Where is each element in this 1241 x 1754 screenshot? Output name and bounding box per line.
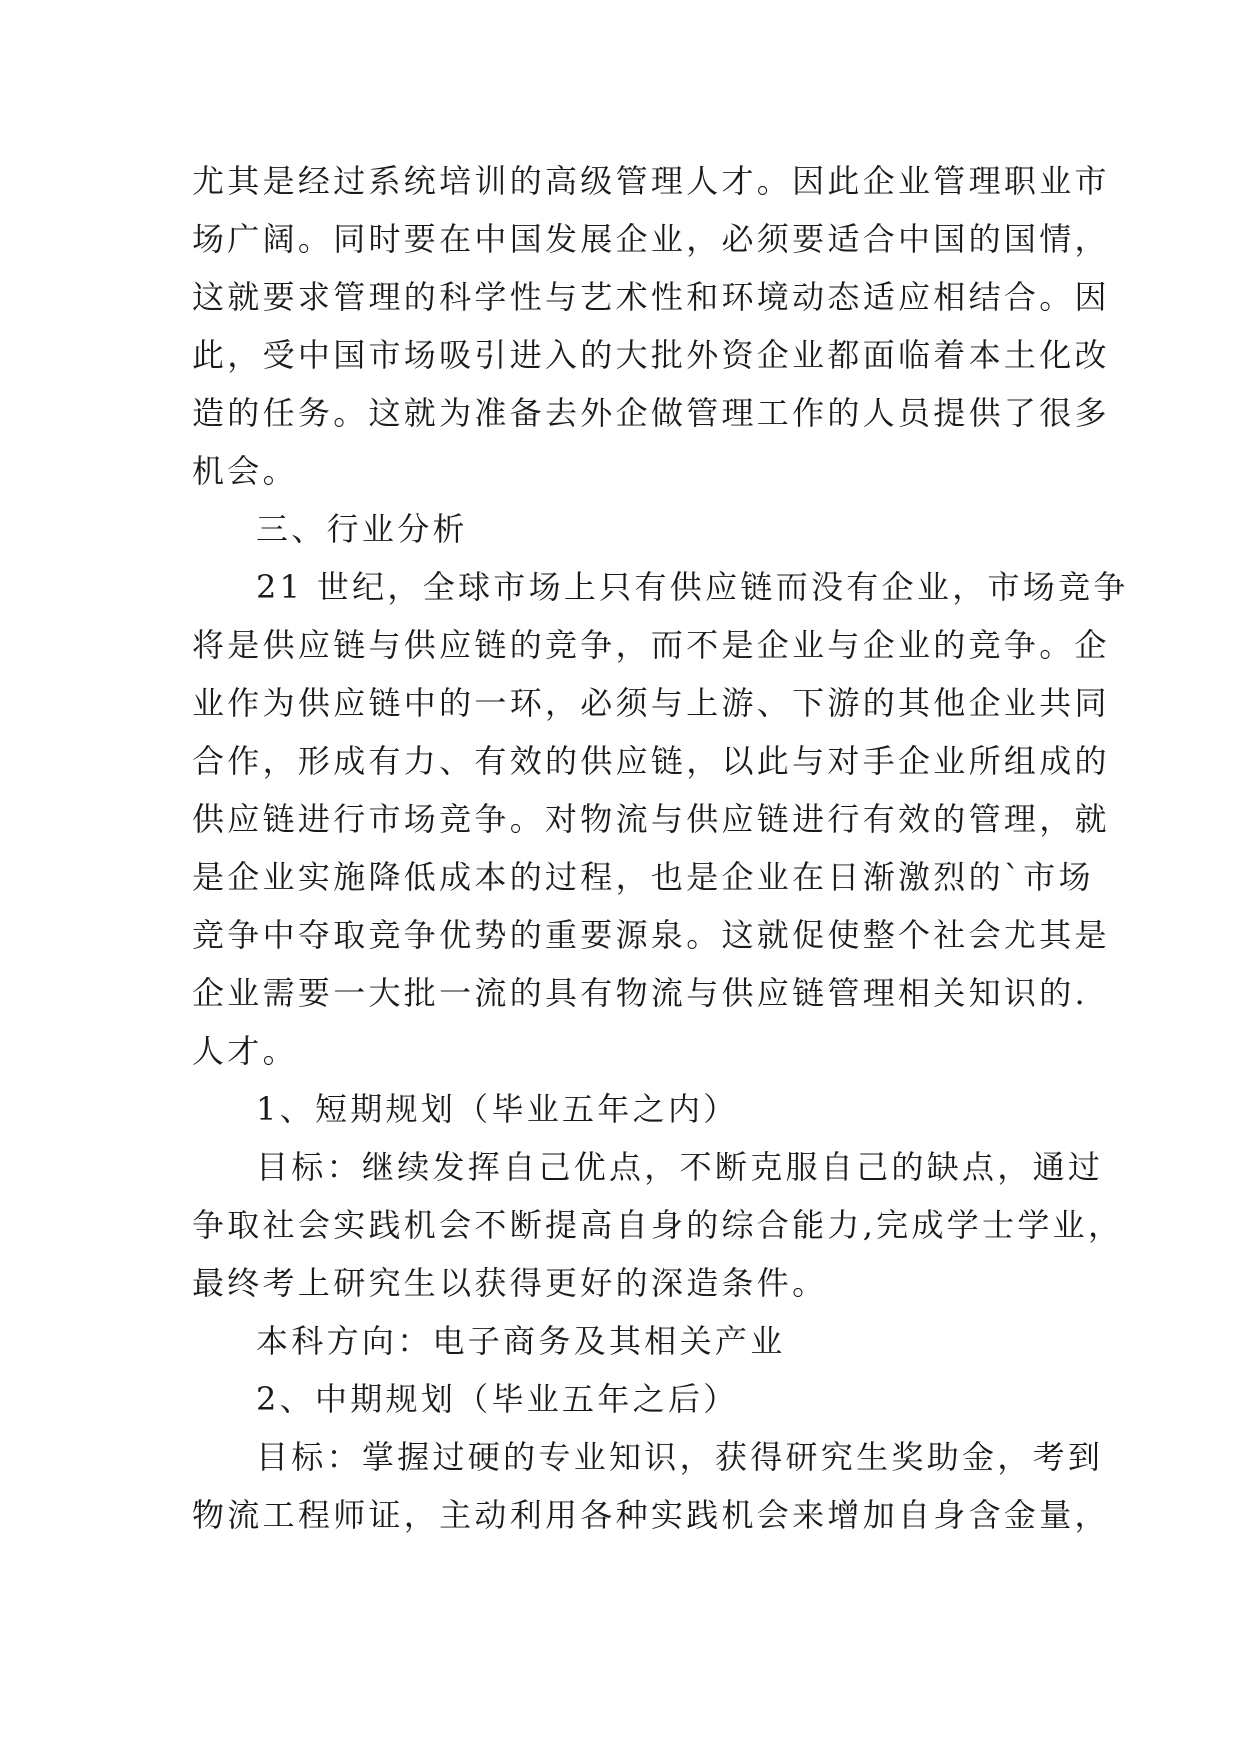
text-line: 本科方向：电子商务及其相关产业 xyxy=(256,1322,786,1360)
text-line: 2、中期规划（毕业五年之后） xyxy=(256,1380,739,1418)
text-line: 争取社会实践机会不断提高自身的综合能力,完成学士学业， xyxy=(192,1206,1124,1244)
text-line: 是企业实施降低成本的过程，也是企业在日渐激烈的`市场 xyxy=(192,858,1094,896)
text-line: 目标：继续发挥自己优点，不断克服自己的缺点，通过 xyxy=(256,1148,1104,1186)
text-line: 机会。 xyxy=(192,452,298,490)
text-line: 业作为供应链中的一环，必须与上游、下游的其他企业共同 xyxy=(192,684,1110,722)
text-line: 物流工程师证，主动利用各种实践机会来增加自身含金量， xyxy=(192,1496,1110,1534)
text-line: 合作，形成有力、有效的供应链，以此与对手企业所组成的 xyxy=(192,742,1110,780)
text-line: 此，受中国市场吸引进入的大批外资企业都面临着本土化改 xyxy=(192,336,1110,374)
text-line: 将是供应链与供应链的竞争，而不是企业与企业的竞争。企 xyxy=(192,626,1110,664)
text-line: 三、行业分析 xyxy=(256,510,468,548)
document-body xyxy=(192,152,1129,1544)
text-line: 这就要求管理的科学性与艺术性和环境动态适应相结合。因 xyxy=(192,278,1110,316)
text-line: 21 世纪，全球市场上只有供应链而没有企业，市场竞争 xyxy=(256,568,1129,606)
text-line: 人才。 xyxy=(192,1032,298,1070)
text-line: 企业需要一大批一流的具有物流与供应链管理相关知识的. xyxy=(192,974,1088,1012)
text-line: 1、短期规划（毕业五年之内） xyxy=(256,1090,739,1128)
text-line: 场广阔。同时要在中国发展企业，必须要适合中国的国情， xyxy=(192,220,1110,258)
text-line: 尤其是经过系统培训的高级管理人才。因此企业管理职业市 xyxy=(192,162,1110,200)
text-line: 造的任务。这就为准备去外企做管理工作的人员提供了很多 xyxy=(192,394,1110,432)
text-line: 目标：掌握过硬的专业知识，获得研究生奖助金，考到 xyxy=(256,1438,1104,1476)
text-line: 最终考上研究生以获得更好的深造条件。 xyxy=(192,1264,828,1302)
text-line: 供应链进行市场竞争。对物流与供应链进行有效的管理，就 xyxy=(192,800,1110,838)
text-line: 竞争中夺取竞争优势的重要源泉。这就促使整个社会尤其是 xyxy=(192,916,1110,954)
